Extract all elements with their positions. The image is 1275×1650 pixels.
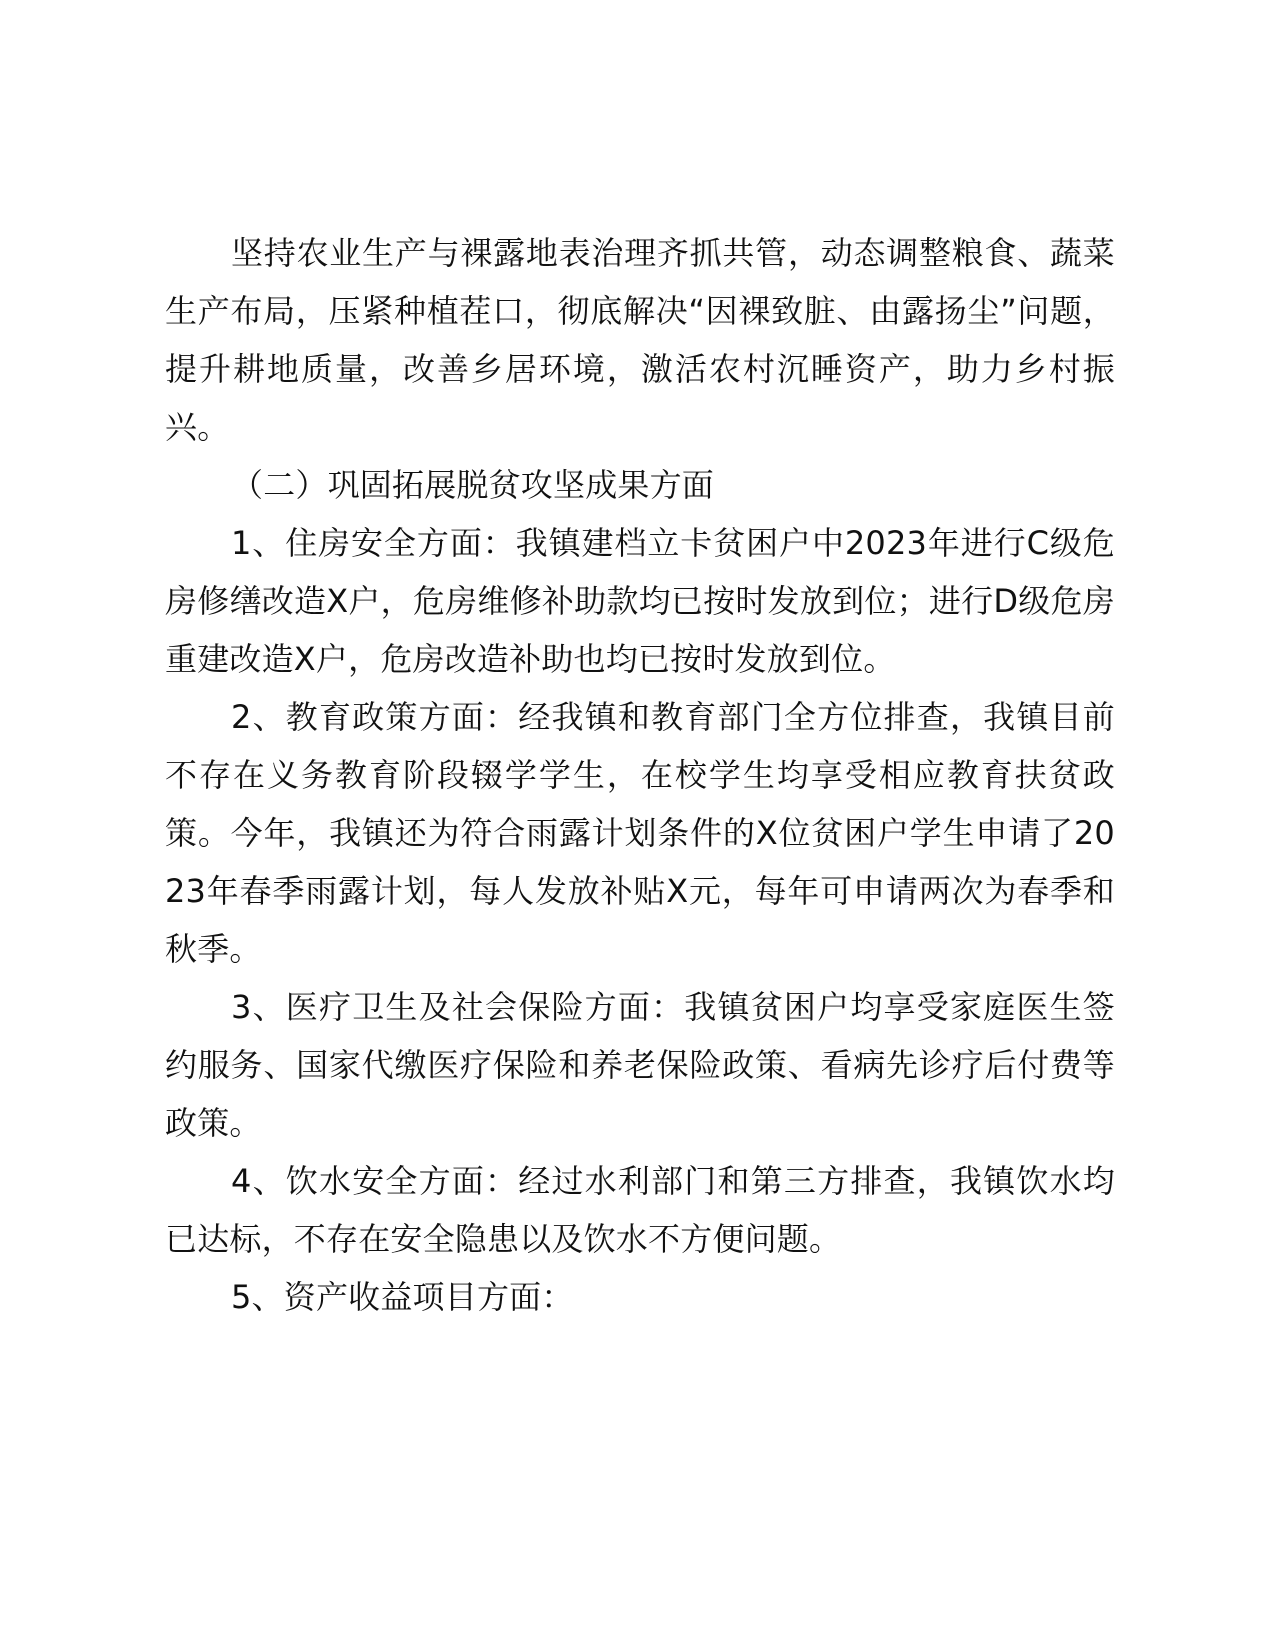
paragraph-asset-income: 5、资产收益项目方面：	[231, 1278, 574, 1316]
paragraph-land-governance: 坚持农业生产与裸露地表治理齐抓共管，动态调整粮食、蔬菜生产布局，压紧种植茬口，彻底解决“因裸致脏、由露扬尘”问题，提升耕地质量，改善乡居环境，激活农村沉睡资产，助力乡村振兴。	[165, 234, 1115, 446]
paragraph-education-policy: 2、教育政策方面：经我镇和教育部门全方位排查，我镇目前不存在义务教育阶段辍学学生，在校学生均享受相应教育扶贫政策。今年，我镇还为符合雨露计划条件的X位贫困户学生申请了2023年春季雨露计划，每人发放补贴X元，每年可申请两次为春季和秋季。	[165, 698, 1115, 968]
paragraph-housing-safety: 1、住房安全方面：我镇建档立卡贫困户中2023年进行C级危房修缮改造X户，危房维修补助款均已按时发放到位；进行D级危房重建改造X户，危房改造补助也均已按时发放到位。	[165, 524, 1115, 678]
section-heading-poverty-results: （二）巩固拓展脱贫攻坚成果方面	[231, 466, 715, 504]
paragraph-medical-insurance: 3、医疗卫生及社会保险方面：我镇贫困户均享受家庭医生签约服务、国家代缴医疗保险和养老保险政策、看病先诊疗后付费等政策。	[165, 988, 1115, 1142]
document-body	[165, 224, 1115, 1326]
paragraph-water-safety: 4、饮水安全方面：经过水利部门和第三方排查，我镇饮水均已达标，不存在安全隐患以及饮水不方便问题。	[165, 1162, 1115, 1258]
